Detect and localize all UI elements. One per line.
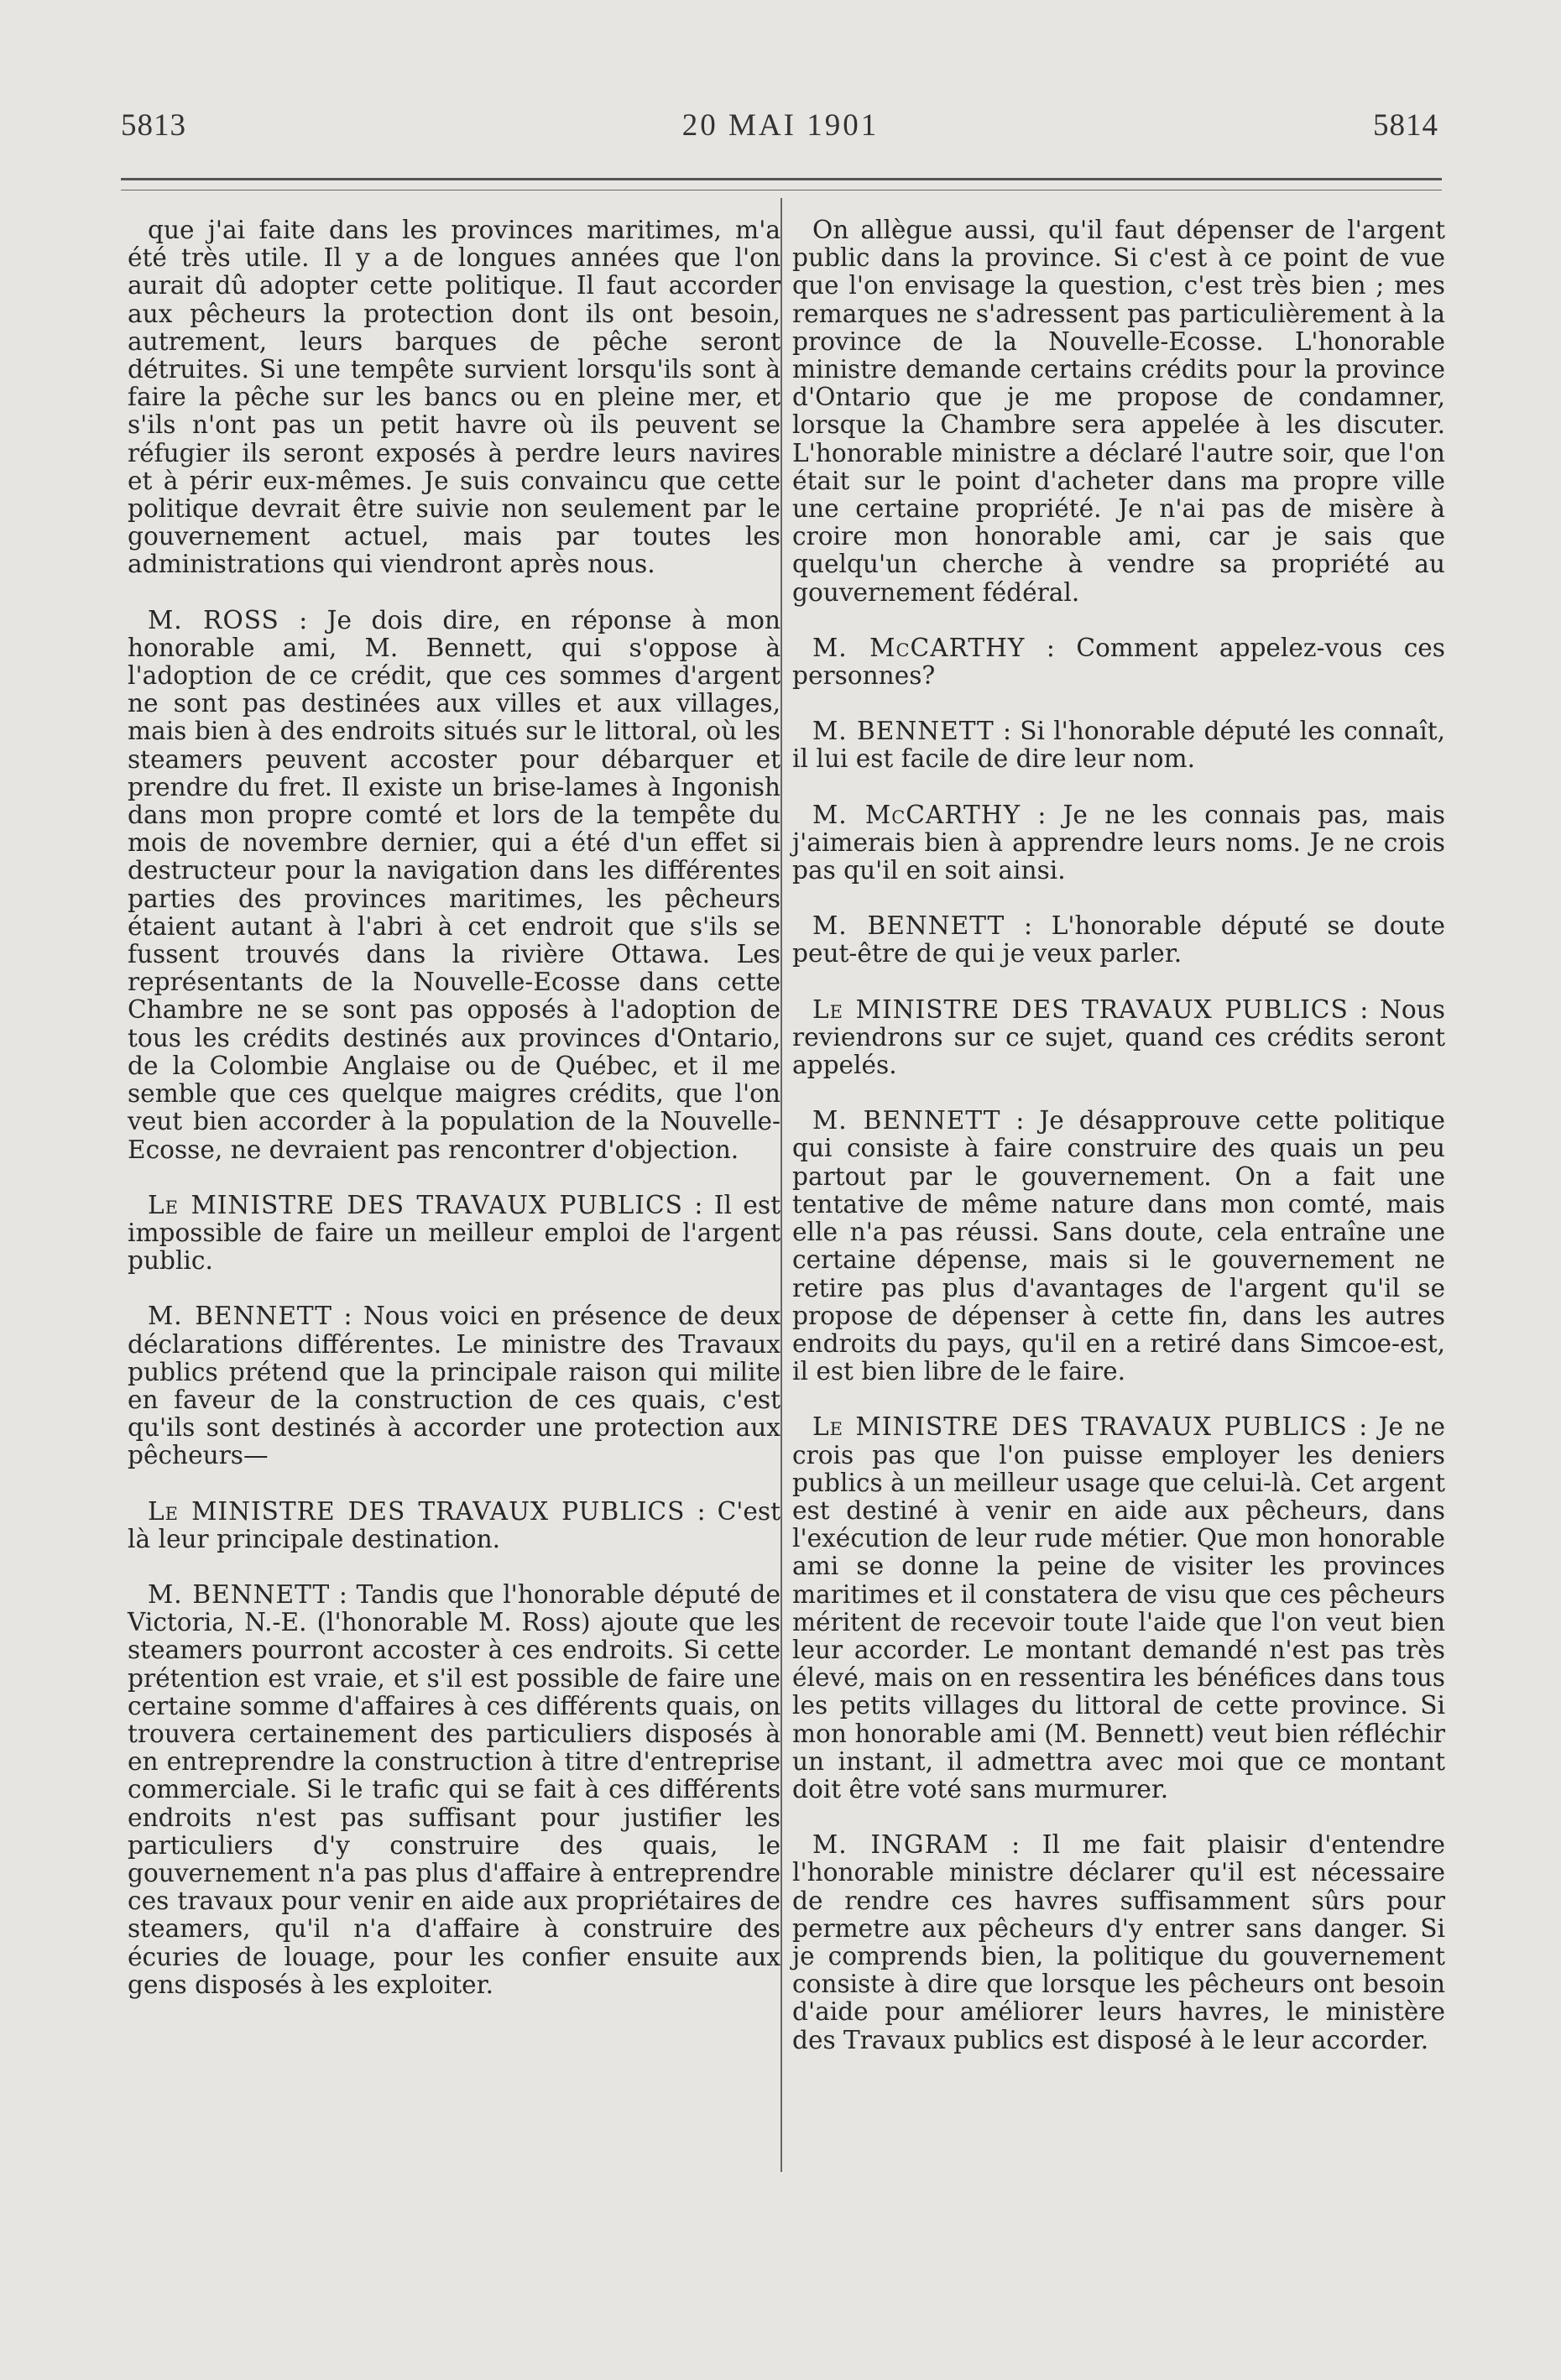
paragraph xyxy=(792,718,1445,773)
speaker-name: M. BENNETT xyxy=(812,1106,1001,1135)
left-column xyxy=(128,217,780,1999)
paragraph xyxy=(792,1413,1445,1803)
paragraph xyxy=(128,1581,780,1999)
column-divider xyxy=(780,198,782,2172)
speaker-name: M. BENNETT xyxy=(148,1579,331,1609)
paragraph xyxy=(792,1107,1445,1386)
header-rule-thin xyxy=(121,190,1442,191)
paragraph xyxy=(128,607,780,1164)
paragraph-text: On allègue aussi, qu'il faut dépenser de l'argent public dans la province. Si c'est à ce point de vue que l'on envisage la question, c'est très bien ; mes remarques ne s'adressent pas particulièrement à la province de la Nouvelle-Ecosse. L'honorable ministre demande certains crédits pour la province d'Ontario que je me propose de condamner, lorsque la Chambre sera appelée à les discuter. L'honorable ministre a déclaré l'autre soir, que l'on était sur le point d'acheter dans ma propre ville une certaine propriété. Je n'ai pas de misère à croire mon honorable ami, car je sais que quelqu'un cherche à vendre sa propriété au gouvernement fédéral. xyxy=(792,216,1445,607)
header-rule-thick xyxy=(121,178,1442,180)
paragraph xyxy=(792,996,1445,1080)
paragraph xyxy=(792,634,1445,690)
speaker-name: M. ROSS xyxy=(148,605,279,634)
paragraph-text: que j'ai faite dans les provinces maritimes, m'a été très utile. Il y a de longues années que l'on aurait dû adopter cette politique. Il faut accorder aux pêcheurs la protection dont ils ont besoin, autrement, leurs barques de pêche seront détruites. Si une tempête survient lorsqu'ils sont à faire la pêche sur les bancs ou en pleine mer, et s'ils n'ont pas un petit havre où ils peuvent se réfugier ils seront exposés à perdre leurs navires et à périr eux-mêmes. Je suis convaincu que cette politique devrait être suivie non seulement par le gouvernement actuel, mais par toutes les administrations qui viendront après nous. xyxy=(128,216,780,579)
speaker-name: M. BENNETT xyxy=(812,911,1005,941)
paragraph xyxy=(128,217,780,579)
right-column xyxy=(792,217,1445,2054)
speaker-name: M. McCARTHY xyxy=(812,633,1026,662)
paragraph-text: : Je ne les connais pas, mais j'aimerais bien à apprendre leurs noms. Je ne crois pas qu'il en soit ainsi. xyxy=(792,800,1445,885)
paragraph-text: : Nous reviendrons sur ce sujet, quand ces crédits seront appelés. xyxy=(792,994,1445,1080)
paragraph-text: : Comment appelez-vous ces personnes? xyxy=(792,633,1445,691)
page-number-left: 5813 xyxy=(121,108,186,143)
page-date-header: 20 MAI 1901 xyxy=(681,108,880,143)
speaker-name: M. BENNETT xyxy=(812,717,995,746)
paragraph-text: : Je désapprouve cette politique qui consiste à faire construire des quais un peu partout par le gouvernement. On a fait une tentative de même nature dans mon comté, mais elle n'a pas réussi. Sans doute, cela entraîne une certaine dépense, mais si le gouvernement ne retire pas plus d'avantages de l'argent qu'il se propose de dépenser à cette fin, dans les autres endroits du pays, qu'il en a retiré dans Simcoe-est, il est bien libre de le faire. xyxy=(792,1106,1446,1386)
paragraph-text: : Tandis que l'honorable député de Victoria, N.-E. (l'honorable M. Ross) ajoute que les steamers pourront accoster à ces endroits. Si cette prétention est vraie, et s'il est possible de faire une certaine somme d'affaires à ces différents quais, on trouvera certainement des particuliers disposés à en entreprendre la construction à titre d'entreprise commerciale. Si le trafic qui se fait à ces différents endroits n'est pas suffisant pour justifier les particuliers d'y construire des quais, le gouvernement n'a pas plus d'affaire à entreprendre ces travaux pour venir en aide aux propriétaires de steamers, qu'il n'a d'affaire à construire des écuries de louage, pour les confier ensuite aux gens disposés à les exploiter. xyxy=(128,1579,781,1999)
paragraph xyxy=(792,1831,1445,2054)
paragraph xyxy=(128,1302,780,1469)
paragraph xyxy=(128,1192,780,1276)
paragraph-text: : Il me fait plaisir d'entendre l'honorable ministre déclarer qu'il est nécessaire de rendre ces havres suffisamment sûrs pour permetre aux pêcheurs d'y entrer sans danger. Si je comprends bien, la politique du gouvernement consiste à dire que lorsque les pêcheurs ont besoin d'aide pour améliorer leurs havres, le ministère des Travaux publics est disposé à le leur accorder. xyxy=(792,1830,1446,2054)
paragraph-text: : Il est impossible de faire un meilleur emploi de l'argent public. xyxy=(128,1190,780,1276)
speaker-name: Le MINISTRE DES TRAVAUX PUBLICS xyxy=(148,1190,683,1219)
speaker-name: M. INGRAM xyxy=(812,1830,989,1860)
paragraph-text: : Je ne crois pas que l'on puisse employer les deniers publics à un meilleur usage que celui-là. Cet argent est destiné à venir en aide aux pêcheurs, dans l'exécution de leur rude métier. Que mon honorable ami se donne la peine de visiter les provinces maritimes et il constatera de visu que ces pêcheurs méritent de recevoir toute l'aide que l'on veut bien leur accorder. Le montant demandé n'est pas très élevé, mais on en ressentira les bénéfices dans tous les petits villages du littoral de cette province. Si mon honorable ami (M. Bennett) veut bien réfléchir un instant, il admettra avec moi que ce montant doit être voté sans murmurer. xyxy=(792,1412,1445,1803)
paragraph xyxy=(792,217,1445,607)
paragraph-text: : C'est là leur principale destination. xyxy=(128,1496,781,1553)
paragraph xyxy=(792,801,1445,885)
speaker-name: Le MINISTRE DES TRAVAUX PUBLICS xyxy=(148,1496,686,1526)
paragraph-text: : Si l'honorable député les connaît, il lui est facile de dire leur nom. xyxy=(792,717,1445,774)
page-number-right: 5814 xyxy=(1373,108,1438,143)
speaker-name: M. BENNETT xyxy=(148,1302,332,1331)
speaker-name: Le MINISTRE DES TRAVAUX PUBLICS xyxy=(812,994,1349,1024)
speaker-name: Le MINISTRE DES TRAVAUX PUBLICS xyxy=(812,1412,1348,1442)
paragraph xyxy=(792,912,1445,968)
paragraph xyxy=(128,1498,780,1553)
paragraph-text: : L'honorable député se doute peut-être de qui je veux parler. xyxy=(792,911,1445,968)
speaker-name: M. McCARTHY xyxy=(812,800,1021,829)
paragraph-text: : Je dois dire, en réponse à mon honorable ami, M. Bennett, qui s'oppose à l'adoption de ce crédit, que ces sommes d'argent ne sont pas destinées aux villes et aux villages, mais bien à des endroits situés sur le littoral, où les steamers peuvent accoster pour débarquer et prendre du fret. Il existe un brise-lames à Ingonish dans mon propre comté et lors de la tempête du mois de novembre dernier, qui a été d'un effet si destructeur pour la navigation dans les différentes parties des provinces maritimes, les pêcheurs étaient autant à l'abri à cet endroit que s'ils se fussent trouvés dans la rivière Ottawa. Les représentants de la Nouvelle-Ecosse dans cette Chambre ne se sont pas opposés à l'adoption de tous les crédits destinés aux provinces d'Ontario, de la Colombie Anglaise ou de Québec, et il me semble que ces quelque maigres crédits, que l'on veut bien accorder à la population de la Nouvelle-Ecosse, ne devraient pas rencontrer d'objection. xyxy=(128,605,780,1164)
paragraph-text: : Nous voici en présence de deux déclarations différentes. Le ministre des Travaux publics prétend que la principale raison qui milite en faveur de la construction de ces quais, c'est qu'ils sont destinés à accorder une protection aux pêcheurs— xyxy=(128,1302,780,1470)
